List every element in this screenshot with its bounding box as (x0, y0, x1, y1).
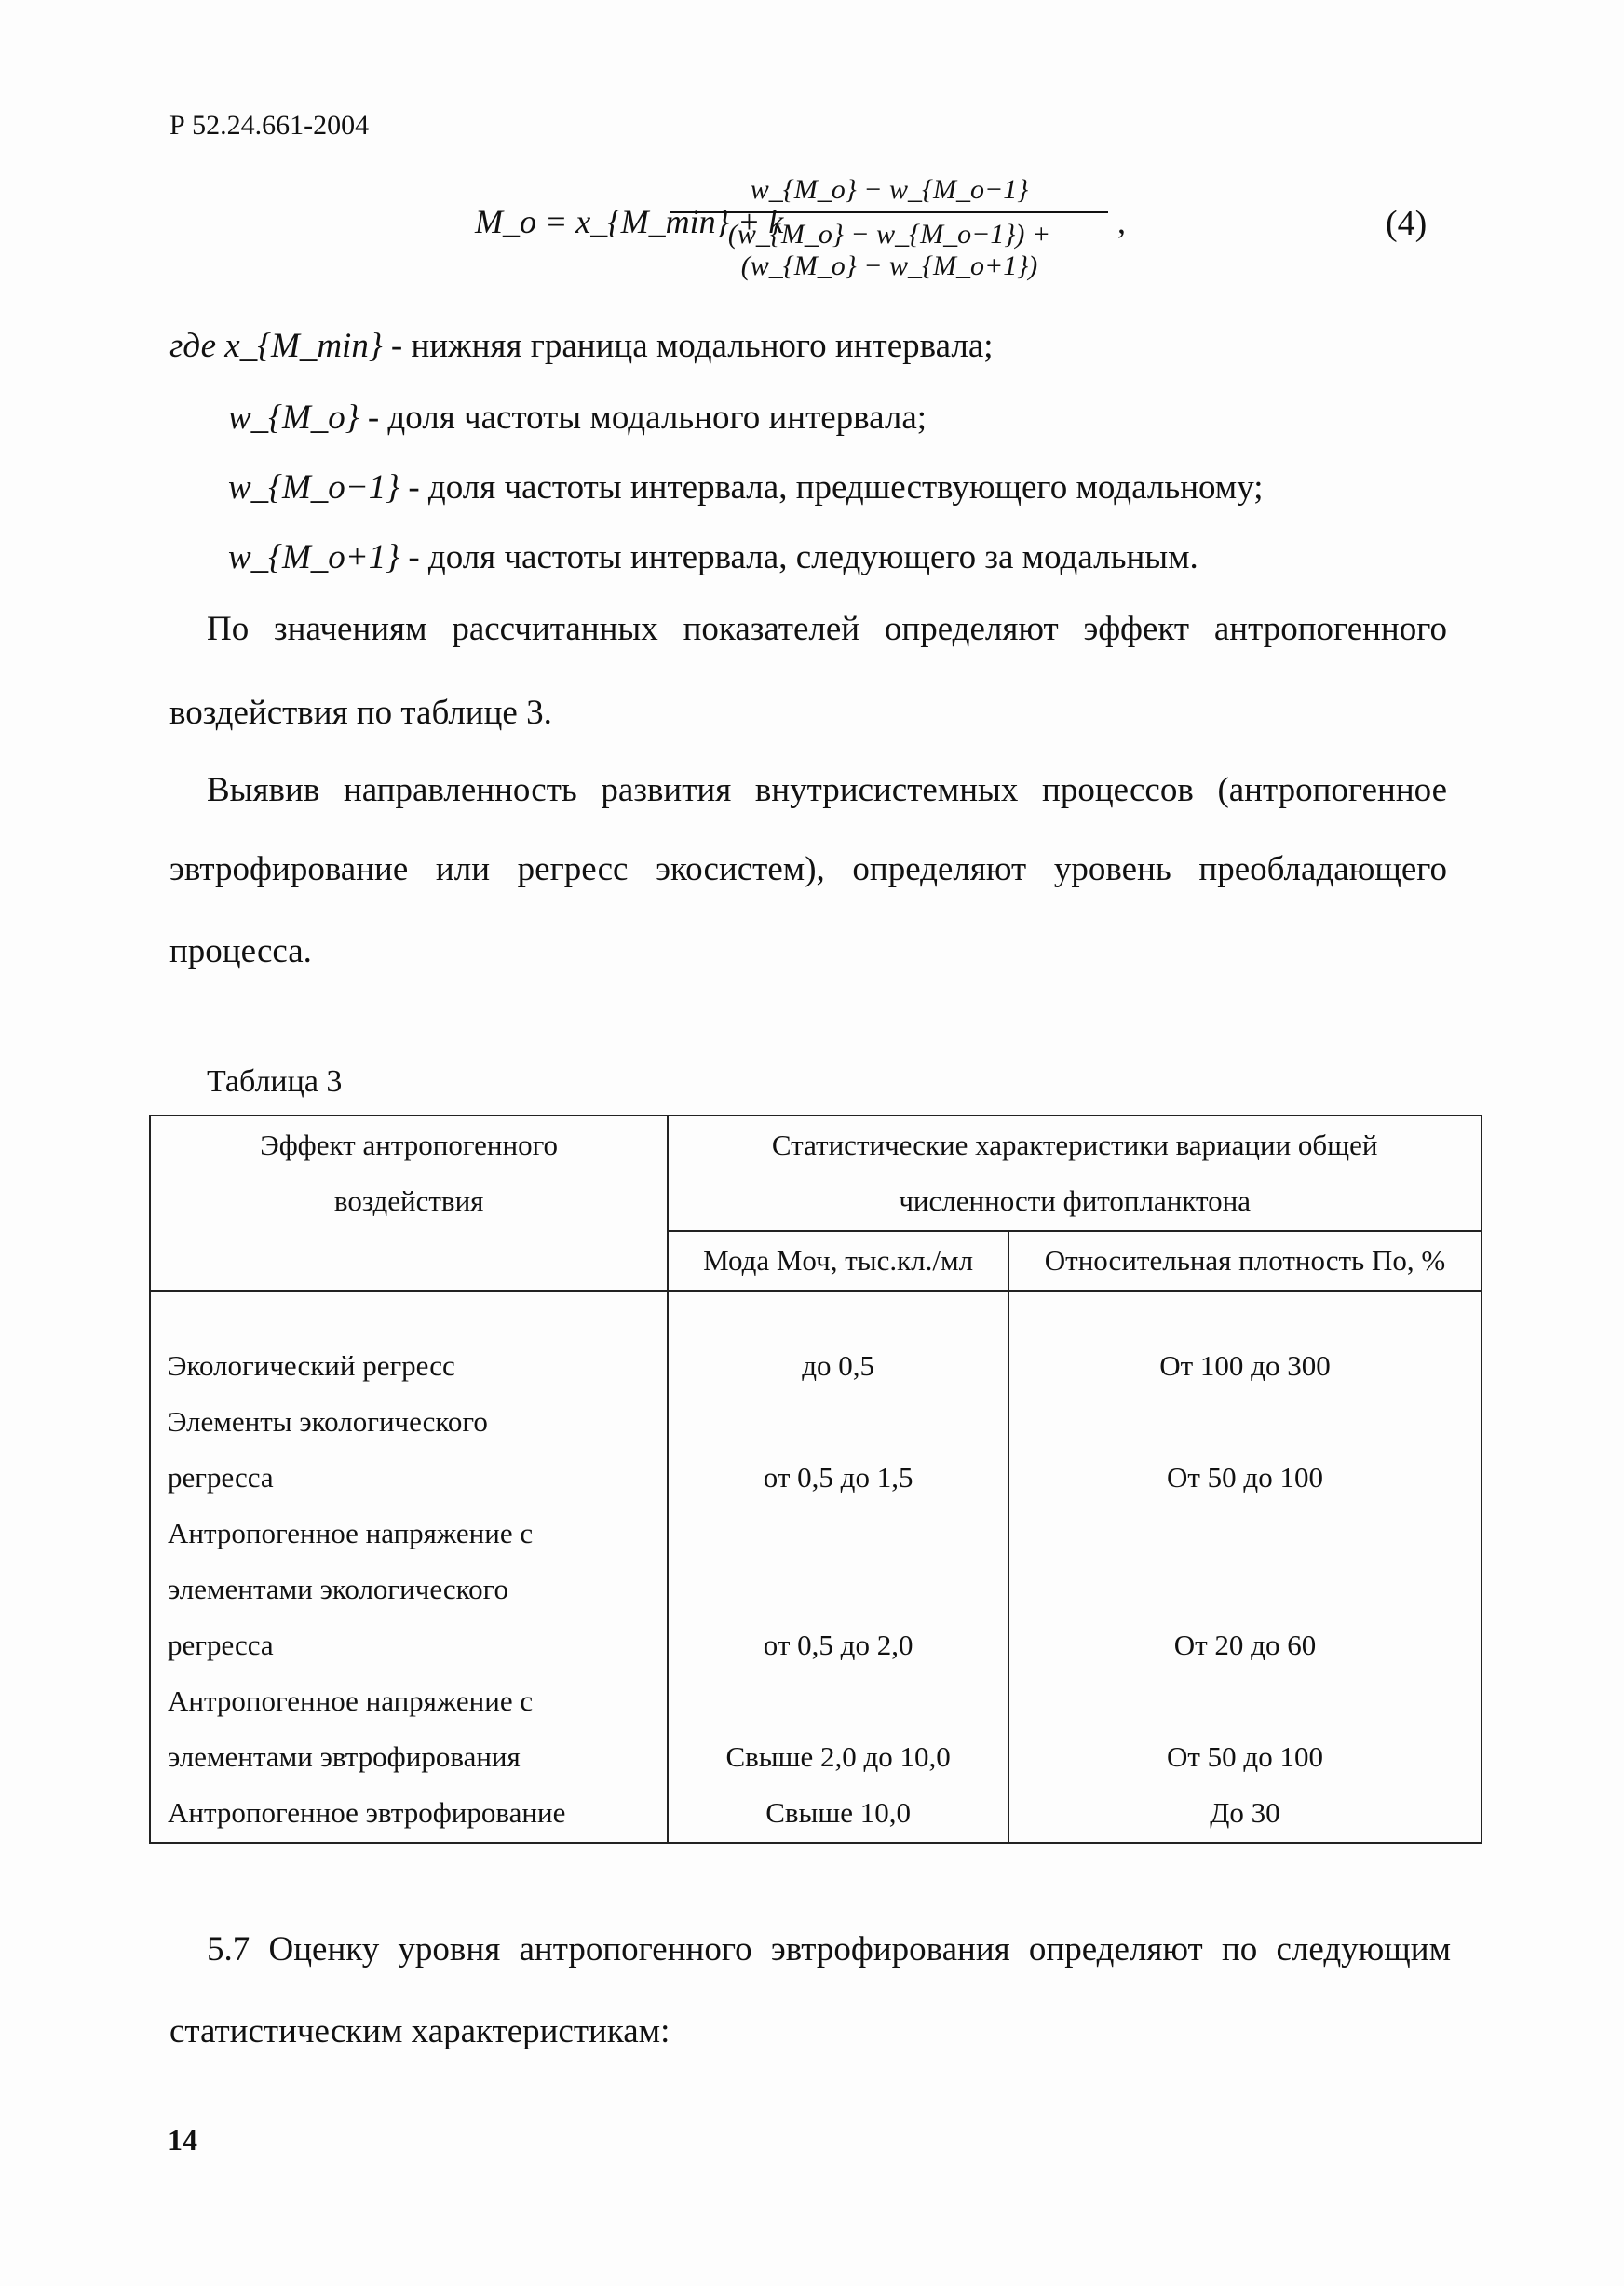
definition-1 (169, 324, 994, 369)
mode-cell (670, 1394, 1007, 1450)
effect-cell: Антропогенное напряжение с (168, 1517, 534, 1549)
density-cell: От 50 до 100 (1166, 1461, 1323, 1494)
paragraph-2-line-3: процесса. (169, 932, 312, 970)
density-cell: От 100 до 300 (1159, 1349, 1331, 1382)
effect-cell: элементами экологического (168, 1573, 509, 1605)
fraction-bar (670, 211, 1108, 213)
formula-fraction (670, 174, 1108, 282)
definition-2 (228, 396, 927, 440)
definition-4 (228, 535, 1198, 580)
page-number: 14 (168, 2123, 197, 2157)
mode-cell: до 0,5 (802, 1349, 875, 1382)
header-effect: Эффект антропогенного воздействия (150, 1116, 668, 1291)
density-cell: От 20 до 60 (1173, 1629, 1317, 1661)
paragraph-2-line-2: эвтрофирование или регресс экосистем), определяют уровень преобладающего (169, 850, 1447, 888)
effect-cell: Элементы экологического (168, 1405, 488, 1438)
definition-text: - нижняя граница модального интервала; (390, 327, 994, 365)
formula-numerator: w_{M_o} − w_{M_o−1} (750, 174, 1029, 205)
paragraph-2-line-1: Выявив направленность развития внутрисистемных процессов (антропогенное (207, 771, 1447, 809)
formula-4: M_o = x_{M_min} + k w_{M_o} − w_{M_o−1} (w_{M_o} − w_{M_o−1}) + (w_{M_o} − w_{M_o+1}) , (475, 174, 1126, 281)
density-column (1008, 1291, 1482, 1843)
formula-denominator: (w_{M_o} − w_{M_o−1}) + (w_{M_o} − w_{M_o+1}) (727, 219, 1051, 281)
formula-lhs: M_o = x_{M_min} + k (475, 203, 784, 240)
paragraph-1-line-1: По значениям рассчитанных показателей определяют эффект антропогенного (207, 610, 1447, 648)
density-cell (1010, 1506, 1480, 1562)
document-code: Р 52.24.661-2004 (169, 110, 370, 141)
definition-symbol: w_{M_o} (228, 399, 359, 437)
effect-column (150, 1291, 668, 1843)
definition-3 (228, 466, 1264, 510)
density-cell (1010, 1394, 1480, 1450)
formula-number: (4) (1386, 204, 1428, 243)
paragraph-3-line-2: статистическим характеристикам: (169, 2012, 670, 2050)
header-density: Относительная плотность По, % (1008, 1231, 1482, 1291)
density-cell (1010, 1673, 1480, 1729)
mode-cell: Свыше 10,0 (765, 1796, 912, 1829)
definition-symbol: w_{M_o−1} (228, 468, 400, 507)
mode-cell: от 0,5 до 2,0 (763, 1629, 914, 1661)
definition-text: - доля частоты модального интервала; (367, 399, 927, 437)
density-cell: До 30 (1210, 1796, 1280, 1829)
header-mode: Мода Mоч, тыс.кл./мл (668, 1231, 1008, 1291)
table-3 (149, 1115, 1482, 1844)
definition-symbol: где x_{M_min} (169, 327, 383, 365)
mode-cell: от 0,5 до 1,5 (763, 1461, 914, 1494)
effect-cell: Антропогенное эвтрофирование (168, 1796, 566, 1829)
mode-column (668, 1291, 1008, 1843)
header-stats: Статистические характеристики вариации общей численности фитопланктона (668, 1116, 1482, 1231)
density-cell: От 50 до 100 (1166, 1740, 1323, 1773)
effect-cell: элементами эвтрофирования (168, 1740, 521, 1773)
mode-cell (670, 1562, 1007, 1617)
definition-text: - доля частоты интервала, предшествующего модальному; (408, 468, 1264, 507)
mode-cell: Свыше 2,0 до 10,0 (725, 1740, 951, 1773)
effect-cell: Антропогенное напряжение с (168, 1684, 534, 1717)
paragraph-3-line-1: 5.7 Оценку уровня антропогенного эвтрофирования определяют по следующим (207, 1930, 1451, 1968)
mode-cell (670, 1673, 1007, 1729)
effect-cell: регресса (168, 1629, 274, 1661)
effect-cell: Экологический регресс (168, 1349, 455, 1382)
table-caption: Таблица 3 (207, 1064, 343, 1099)
mode-cell (670, 1506, 1007, 1562)
paragraph-1-line-2: воздействия по таблице 3. (169, 694, 552, 732)
definition-text: - доля частоты интервала, следующего за модальным. (408, 538, 1198, 576)
effect-cell: регресса (168, 1461, 274, 1494)
definition-symbol: w_{M_o+1} (228, 538, 400, 576)
density-cell (1010, 1562, 1480, 1617)
